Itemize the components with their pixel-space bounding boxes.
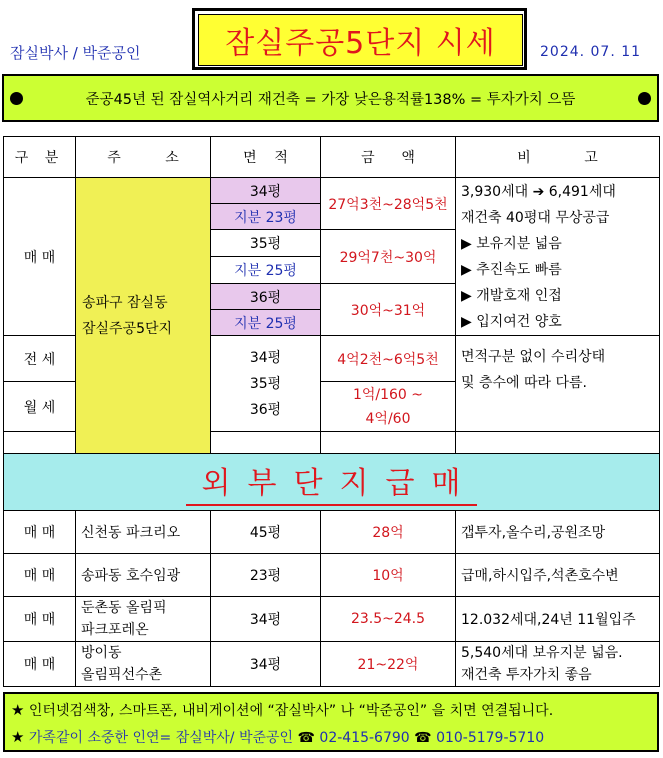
row-size: 23평 (211, 554, 321, 597)
phone-number[interactable]: 02-415-6790 (319, 730, 410, 746)
jeonse-label: 전 세 (4, 336, 76, 382)
row-price: 23.5~24.5 (321, 597, 456, 642)
row-size: 34평 (211, 642, 321, 687)
table-row (4, 554, 660, 597)
rent-size: 35평 (249, 375, 282, 392)
row-type: 매 매 (4, 554, 76, 597)
complex-address (76, 178, 211, 454)
note-line: ▶ 입지여건 양호 (461, 313, 562, 330)
table-row (4, 511, 660, 554)
empty-cell (456, 432, 660, 454)
section-title-row (4, 454, 660, 511)
rent-size: 34평 (249, 349, 282, 366)
address-line: 잠실주공5단지 (82, 320, 173, 337)
section-title: 외부단지급매 (186, 458, 478, 506)
star-icon: ★ (11, 728, 25, 746)
agency-name: 잠실박사 / 박준공인 (10, 44, 141, 62)
phone-icon: ☎ (414, 730, 432, 746)
jeonse-price: 4억2천~6억5천 (321, 336, 456, 382)
footer-line (11, 697, 651, 724)
footer-contact-text: 가족같이 소중한 인연= 잠실박사/ 박준공인 (28, 730, 294, 746)
bullet-dot-icon (10, 92, 23, 105)
phone-icon: ☎ (297, 730, 315, 746)
row-price: 21~22억 (321, 642, 456, 687)
footer-line (11, 724, 651, 751)
row-type: 매 매 (4, 642, 76, 687)
headline-banner (2, 74, 659, 122)
row-note: 급매,하시입주,석촌호수변 (456, 554, 660, 597)
complex-name: 둔촌동 올림픽 파크포레온 (76, 597, 211, 642)
wolse-price-line: 4억/60 (365, 410, 411, 427)
complex-notes (456, 178, 660, 336)
note-line: 3,930세대 ➔ 6,491세대 (461, 183, 616, 200)
empty-cell (211, 432, 321, 454)
row-price: 10억 (321, 554, 456, 597)
footer-banner (3, 692, 659, 752)
header-area: 면 적 (211, 137, 321, 178)
wolse-label: 월 세 (4, 382, 76, 432)
row-size: 34평 (211, 597, 321, 642)
area-size: 36평 (211, 284, 321, 310)
area-size: 34평 (211, 178, 321, 204)
note-line: 면적구분 없이 수리상태 (461, 349, 606, 365)
land-share: 지분 23평 (211, 204, 321, 230)
table-row (4, 597, 660, 642)
section-title-cell (4, 454, 660, 511)
land-share: 지분 25평 (211, 310, 321, 336)
date: 2024. 07. 11 (540, 44, 642, 60)
table-row (4, 642, 660, 687)
complex-name: 신천동 파크리오 (76, 511, 211, 554)
rent-size: 36평 (249, 401, 282, 418)
phone-number[interactable]: 010-5179-5710 (436, 730, 545, 746)
note-line: ▶ 추진속도 빠름 (461, 261, 562, 278)
row-note: 12.032세대,24년 11월입주 (456, 597, 660, 642)
complex-name: 방이동 올림픽선수촌 (76, 642, 211, 687)
wolse-price-line: 1억/160 ~ (352, 386, 424, 403)
table-header-row (4, 137, 660, 178)
sale-label: 매 매 (4, 178, 76, 336)
note-line: 및 층수에 따라 다름. (461, 375, 587, 391)
row-size: 45평 (211, 511, 321, 554)
rent-sizes (211, 336, 321, 432)
address-line: 송파구 잠실동 (82, 294, 168, 311)
header-address: 주 소 (76, 137, 211, 178)
rent-notes (456, 336, 660, 432)
empty-cell (321, 432, 456, 454)
sale-price: 29억7천~30억 (321, 230, 456, 284)
empty-cell (4, 432, 76, 454)
wolse-price (321, 382, 456, 432)
row-note: 갭투자,올수리,공원조망 (456, 511, 660, 554)
sale-price: 30억~31억 (321, 284, 456, 336)
header-category: 구 분 (4, 137, 76, 178)
header-price: 금 액 (321, 137, 456, 178)
bullet-dot-icon (638, 92, 651, 105)
sale-price: 27억3천~28억5천 (321, 178, 456, 230)
row-type: 매 매 (4, 597, 76, 642)
row-price: 28억 (321, 511, 456, 554)
title-box (192, 8, 527, 70)
land-share: 지분 25평 (211, 257, 321, 284)
area-size: 35평 (211, 230, 321, 257)
page-title: 잠실주공5단지 시세 (198, 14, 523, 66)
price-table (3, 136, 660, 687)
complex-name: 송파동 호수임광 (76, 554, 211, 597)
headline-text: 준공45년 된 잠실역사거리 재건축 = 가장 낮은용적률138% = 투자가치 으뜸 (85, 91, 576, 108)
row-note: 5,540세대 보유지분 넓음. 재건축 투자가치 좋음 (456, 642, 660, 687)
table-row (4, 178, 660, 204)
star-icon: ★ (11, 701, 25, 719)
note-line: ▶ 보유지분 넓음 (461, 235, 562, 252)
row-type: 매 매 (4, 511, 76, 554)
header-notes: 비 고 (456, 137, 660, 178)
note-line: 재건축 40평대 무상공급 (461, 209, 610, 226)
note-line: ▶ 개발호재 인접 (461, 287, 562, 304)
footer-search-text: 인터넷검색창, 스마트폰, 내비게이션에 “잠실박사” 나 “박준공인” 을 치면 연결됩니다. (28, 703, 554, 719)
